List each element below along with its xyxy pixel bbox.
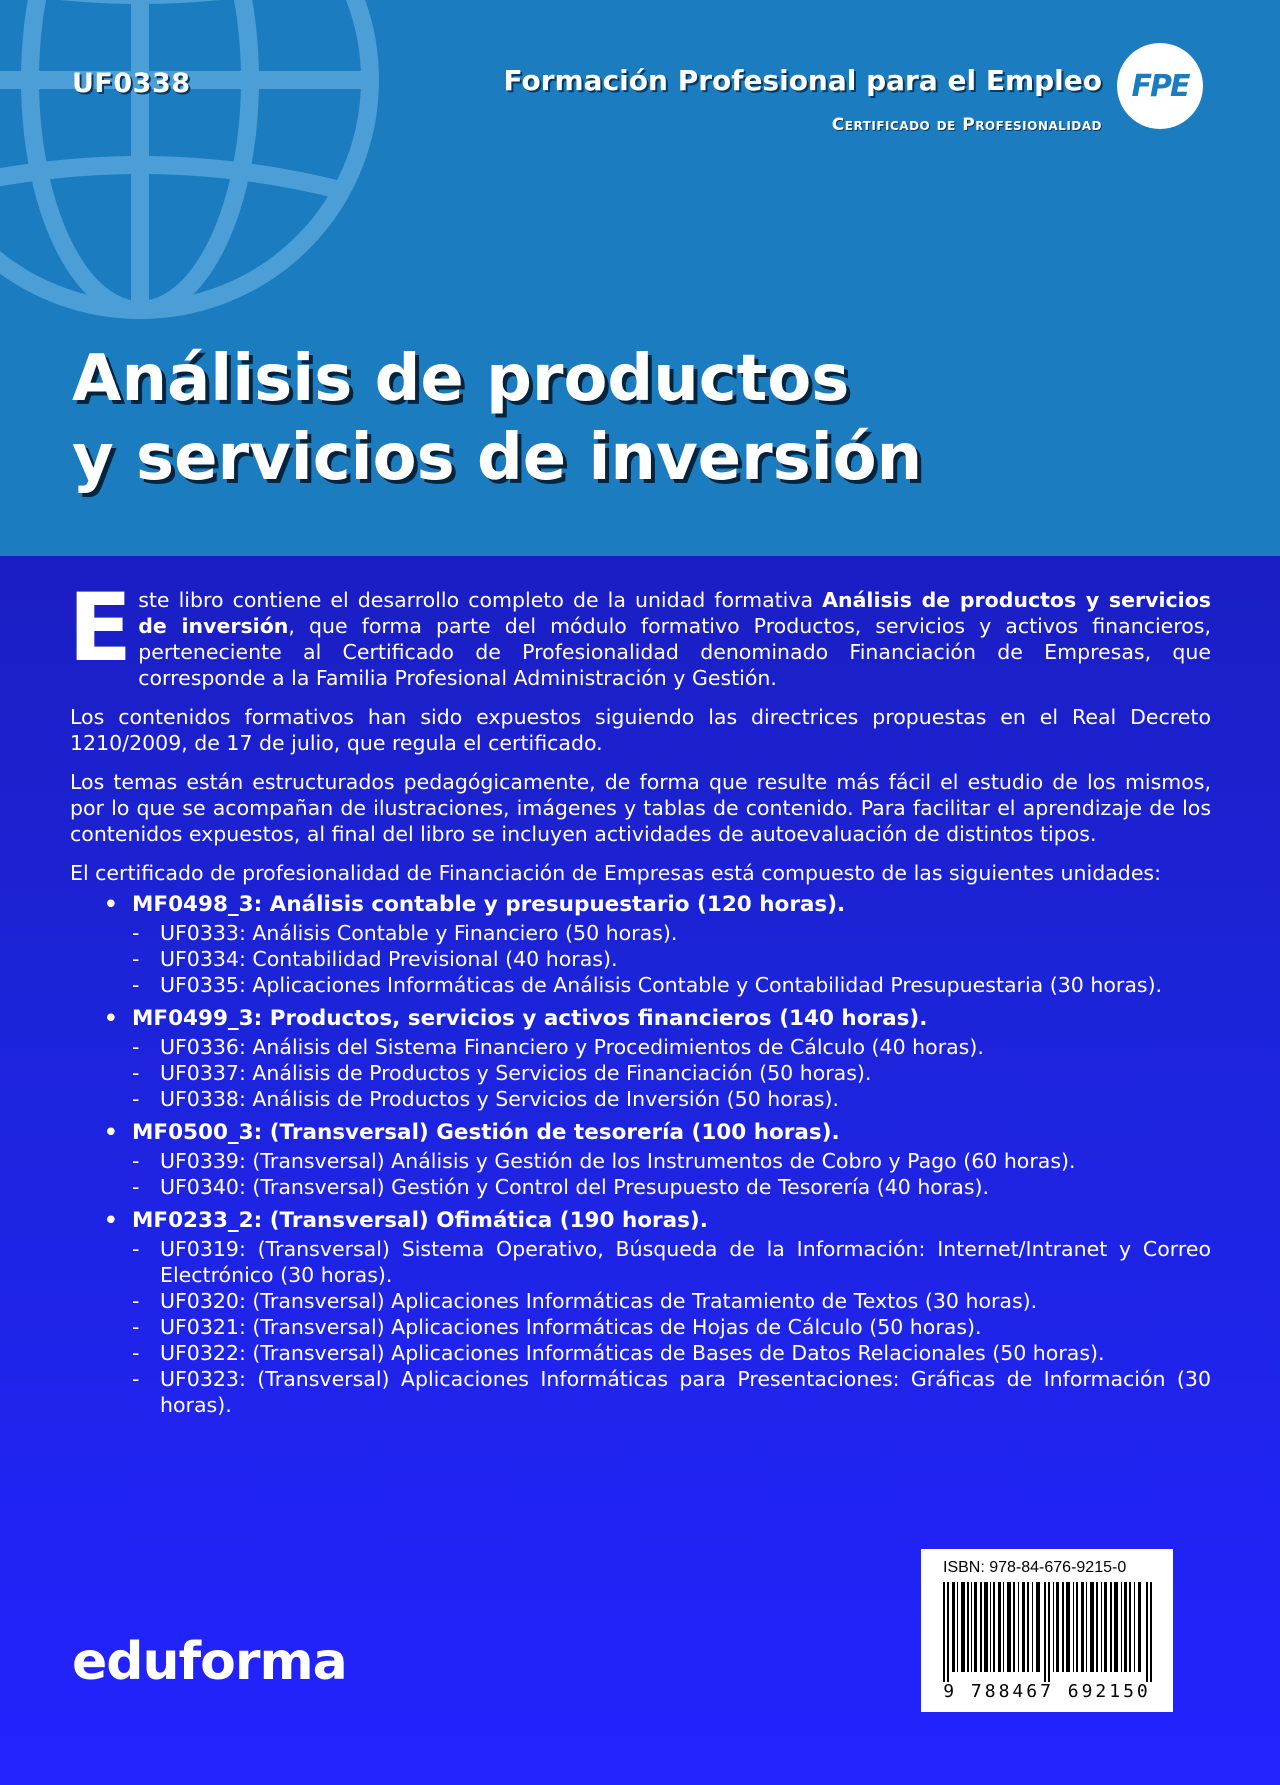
drop-cap: E <box>68 574 133 683</box>
module-item <box>104 892 1211 998</box>
paragraph-structure: Los temas están estructurados pedagógicamente, de forma que resulte más fácil el estudio de los mismos, por lo que se acompañan de ilustraciones, imágenes y tablas de contenido. Para facilitar el aprendizaje de los contenidos expuestos, al final del libro se incluyen actividades de autoevaluación de distintos tipos. <box>70 770 1211 846</box>
module-title: • MF0499_3: Productos, servicios y activos financieros (140 horas). <box>104 1006 1211 1032</box>
fpe-logo: FPE <box>1117 43 1203 129</box>
title-line-1: Análisis de productos <box>72 342 850 416</box>
program-name: Formación Profesional para el Empleo <box>503 64 1102 97</box>
barcode-icon <box>943 1582 1153 1682</box>
unit-item: - UF0337: Análisis de Productos y Servicios de Financiación (50 horas). <box>132 1060 1211 1086</box>
unit-list <box>104 1148 1211 1200</box>
unit-list <box>104 920 1211 998</box>
module-title: • MF0233_2: (Transversal) Ofimática (190 horas). <box>104 1208 1211 1234</box>
unit-item: - UF0336: Análisis del Sistema Financiero y Procedimientos de Cálculo (40 horas). <box>132 1034 1211 1060</box>
module-item <box>104 1208 1211 1418</box>
unit-item: - UF0319: (Transversal) Sistema Operativo, Búsqueda de la Información: Internet/Intranet y Correo Electrónico (30 horas). <box>132 1236 1211 1288</box>
module-list <box>70 892 1211 1418</box>
globe-icon <box>0 0 400 340</box>
title-line-2: y servicios de inversión <box>72 421 923 495</box>
module-title: • MF0500_3: (Transversal) Gestión de tesorería (100 horas). <box>104 1120 1211 1146</box>
certificate-label: Certificado de Profesionalidad <box>831 115 1102 135</box>
paragraph-decree: Los contenidos formativos han sido expuestos siguiendo las directrices propuestas en el Real Decreto 1210/2009, de 17 de julio, que regula el certificado. <box>70 705 1211 755</box>
intro-text-bold: Análisis de productos y servicios de inversión <box>138 588 1211 638</box>
isbn-barcode <box>921 1549 1173 1712</box>
unit-list <box>104 1236 1211 1418</box>
unit-item: - UF0340: (Transversal) Gestión y Control del Presupuesto de Tesorería (40 horas). <box>132 1174 1211 1200</box>
unit-item: - UF0339: (Transversal) Análisis y Gestión de los Instrumentos de Cobro y Pago (60 horas). <box>132 1148 1211 1174</box>
book-title <box>72 340 922 498</box>
module-item <box>104 1006 1211 1112</box>
unit-item: - UF0322: (Transversal) Aplicaciones Informáticas de Bases de Datos Relacionales (50 horas). <box>132 1340 1211 1366</box>
intro-text-b: , que forma parte del módulo formativo Productos, servicios y activos financieros, perteneciente al Certificado de Profesionalidad denominado Financiación de Empresas, que corresponde a la Familia Profesional Administración y Gestión. <box>138 614 1211 690</box>
unit-item: - UF0321: (Transversal) Aplicaciones Informáticas de Hojas de Cálculo (50 horas). <box>132 1314 1211 1340</box>
description <box>68 574 1211 1426</box>
header-band <box>0 0 1280 556</box>
unit-item: - UF0333: Análisis Contable y Financiero (50 horas). <box>132 920 1211 946</box>
isbn-number: ISBN: 978-84-676-9215-0 <box>943 1559 1127 1576</box>
barcode-digits: 9 788467 692150 <box>943 1681 1151 1702</box>
unit-item: - UF0323: (Transversal) Aplicaciones Informáticas para Presentaciones: Gráficas de Información (30 horas). <box>132 1366 1211 1418</box>
unit-item: - UF0338: Análisis de Productos y Servicios de Inversión (50 horas). <box>132 1086 1211 1112</box>
unit-item: - UF0335: Aplicaciones Informáticas de Análisis Contable y Contabilidad Presupuestaria (30 horas). <box>132 972 1211 998</box>
paragraph-units-intro: El certificado de profesionalidad de Financiación de Empresas está compuesto de las siguientes unidades: <box>70 861 1162 885</box>
unit-item: - UF0320: (Transversal) Aplicaciones Informáticas de Tratamiento de Textos (30 horas). <box>132 1288 1211 1314</box>
module-title: • MF0498_3: Análisis contable y presupuestario (120 horas). <box>104 892 1211 918</box>
publisher-logo: eduforma <box>72 1632 347 1692</box>
intro-paragraph <box>68 574 1211 691</box>
intro-text-a: ste libro contiene el desarrollo completo de la unidad formativa <box>138 588 823 612</box>
module-item <box>104 1120 1211 1200</box>
unit-item: - UF0334: Contabilidad Previsional (40 horas). <box>132 946 1211 972</box>
unit-list <box>104 1034 1211 1112</box>
unit-code: UF0338 <box>72 68 191 99</box>
